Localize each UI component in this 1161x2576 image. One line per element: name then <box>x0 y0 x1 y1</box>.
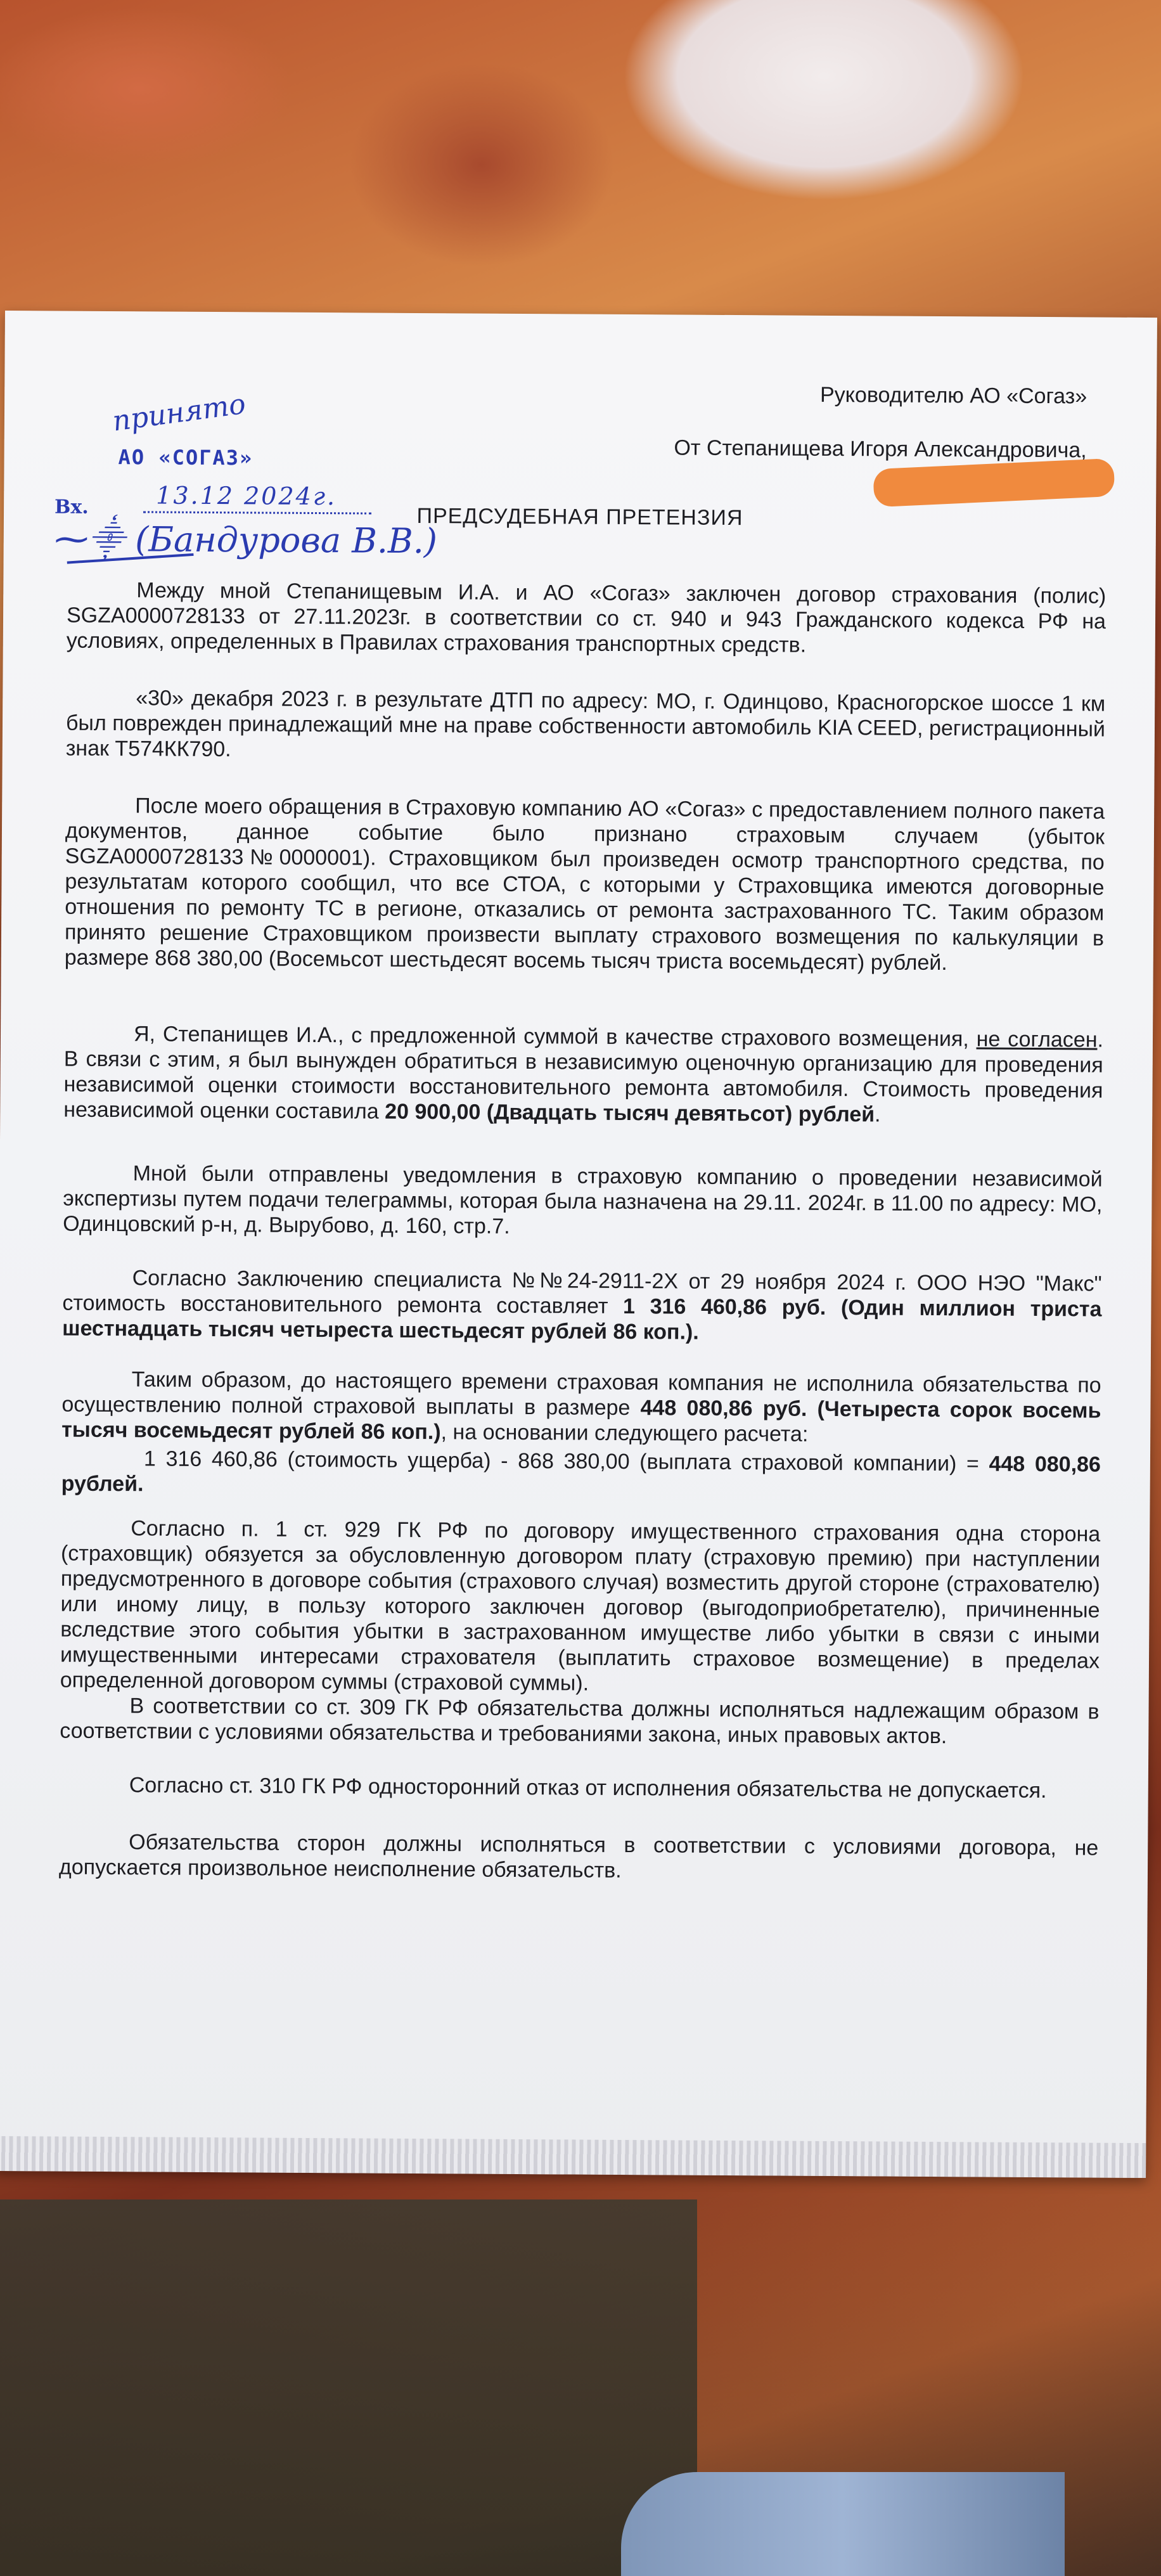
repair-cost: 1 316 460,86 руб. (Один миллион триста шестнадцать тысяч четыреста шестьдесят рублей 86 коп.). <box>62 1294 1102 1344</box>
paragraph-article-929 <box>60 1516 1101 1699</box>
paragraph-shortfall-text <box>61 1367 1101 1449</box>
assessment-cost: 20 900,00 (Двадцать тысяч девятьсот) рублей <box>385 1099 875 1127</box>
document-body <box>0 311 1157 2143</box>
stamp-incoming-label: Вх. <box>55 496 89 518</box>
signature-scribble: ⁓⸎ <box>54 518 125 560</box>
paragraph-accident <box>66 685 1106 768</box>
paragraph-article-929-text: Согласно п. 1 ст. 929 ГК РФ по договору имущественного страхования одна сторона (страховщик) обязуется за обусловленную договором плату (страховую премию) при наступлении предусмотренного в договоре события (страхового случая) возместить другой стороне (страхователю) или иному лицу, в пользу которого заключен договор (выгодоприобретателю), причиненные вследствие этого события убытки в застрахованном имуществе либо убытки в связи с иными имущественными интересами страхователя (выплатить страховое возмещение) в пределах определенной договором суммы (страховой суммы). <box>60 1516 1101 1696</box>
paragraph-contract <box>67 577 1106 660</box>
expert-conclusion-part-a: Согласно Заключению специалиста №№24-2911-2Х от 29 ноября 2024 г. ООО НЭО "Макс" стоимость восстановительного ремонта составляет <box>62 1266 1102 1318</box>
document-sheet <box>0 311 1157 2178</box>
paragraph-shortfall <box>61 1367 1101 1449</box>
paragraph-obligations-text: Обязательства сторон должны исполняться в соответствии с условиями договора, не допускается произвольное неисполнение обязательств. <box>58 1830 1099 1883</box>
paragraph-article-310-text: Согласно ст. 310 ГК РФ односторонний отказ от исполнения обязательства не допускается. <box>129 1773 1047 1803</box>
paragraph-notification-text: Мной были отправлены уведомления в страховую компанию о проведении независимой экспертизы путем подачи телеграммы, которая была назначена на 29.11. 2024г. в 11.00 по адресу: МО, Одинцовский р-н, д. Вырубово, д. 160, стр.7. <box>63 1161 1103 1239</box>
calculation-line <box>61 1446 1101 1503</box>
signature-name: (Бандурова В.В.) <box>135 519 438 562</box>
paragraph-notification <box>63 1161 1103 1243</box>
paragraph-article-309-text: В соответствии со ст. 309 ГК РФ обязательства должны исполняться надлежащим образом в соответствии с условиями обязательства и требованиями закона, иных правовых актов. <box>60 1694 1100 1749</box>
disagreement-part-c: . <box>874 1102 881 1127</box>
paragraph-expert-conclusion <box>62 1265 1102 1348</box>
shortfall-part-a: Таким образом, до настоящего времени страховая компания не исполнила обязательства по осуществлению полной страховой выплаты в размере <box>61 1367 1101 1420</box>
paragraph-disagreement <box>63 1021 1103 1129</box>
incoming-stamp <box>41 387 524 599</box>
paragraph-contract-text: Между мной Степанищевым И.А. и АО «Согаз» заключен договор страхования (полис) SGZA0000728133 от 27.11.2023г. в соответствии со ст. 940 и 943 Гражданского кодекса РФ на условиях, определенных в Правилах страхования транспортных средств. <box>66 578 1106 657</box>
paragraph-article-310 <box>60 1772 1099 1804</box>
disagreement-part-b: . В связи с этим, я был вынужден обратиться в независимую оценочную организацию для проведения независимой оценки стоимости восстановительного ремонта автомобиля. Стоимость проведения независимой оценки составила <box>63 1027 1104 1124</box>
paragraph-accident-text: «30» декабря 2023 г. в результате ДТП по адресу: МО, г. Одинцово, Красногорское шоссе 1 км был поврежден принадлежащий мне на праве собственности автомобиль KIA CEED, регистрационный знак Т574КК790. <box>65 686 1106 762</box>
paragraph-insurer-decision <box>65 793 1105 977</box>
stamp-organization: АО «СОГАЗ» <box>118 445 253 470</box>
background-dark-cloth <box>0 2199 697 2576</box>
paragraph-article-309 <box>60 1693 1099 1750</box>
stamp-handwritten-accepted: принято <box>110 387 248 438</box>
disagreement-part-a: Я, Степанищев И.А., с предложенной суммой в качестве страхового возмещения, <box>133 1022 977 1052</box>
paragraph-expert-conclusion-text <box>62 1265 1102 1348</box>
redaction-mark <box>873 458 1115 508</box>
shortfall-part-b: , на основании следующего расчета: <box>440 1420 809 1446</box>
sender-line: От Степанищева Игоря Александровича, <box>674 435 1087 463</box>
calculation-result: 448 080,86 рублей. <box>61 1452 1101 1497</box>
document-title: ПРЕДСУДЕБНАЯ ПРЕТЕНЗИЯ <box>416 503 743 531</box>
shortfall-amount: 448 080,86 руб. (Четыреста сорок восемь тысяч восемьдесят рублей 86 коп.) <box>61 1396 1101 1445</box>
paragraph-obligations <box>59 1829 1098 1886</box>
disagreement-underlined: не согласен <box>976 1027 1098 1052</box>
paragraph-disagreement-text <box>63 1021 1103 1129</box>
background-blue-cloth <box>621 2472 1065 2576</box>
plastic-sleeve-edge <box>0 2136 1146 2178</box>
background-fabric-top <box>0 0 1161 330</box>
addressee-line: Руководителю АО «Согаз» <box>819 382 1087 409</box>
stamp-signature <box>54 518 438 562</box>
paragraph-insurer-decision-text: После моего обращения в Страховую компанию АО «Согаз» с предоставлением полного пакета документов, данное событие было признано страховым случаем (убыток SGZA0000728133№0000001). Страховщиком был произведен осмотр транспортного средства, по результатам которого сообщил, что все СТОА, с которыми у Страховщика имеются договорные отношения по ремонту ТС в регионе, отказались от ремонта застрахованного ТС. Таким образом принято решение Страховщиком произвести выплату страхового возмещения по калькуляции в размере 868 380,00 (Восемьсот шестьдесят восемь тысяч триста восемьдесят) рублей. <box>64 794 1105 976</box>
stamp-date: 13.12 2024г. <box>156 481 337 511</box>
calculation-formula: 1 316 460,86 (стоимость ущерба) - 868 380,00 (выплата страховой компании) = <box>143 1446 989 1476</box>
